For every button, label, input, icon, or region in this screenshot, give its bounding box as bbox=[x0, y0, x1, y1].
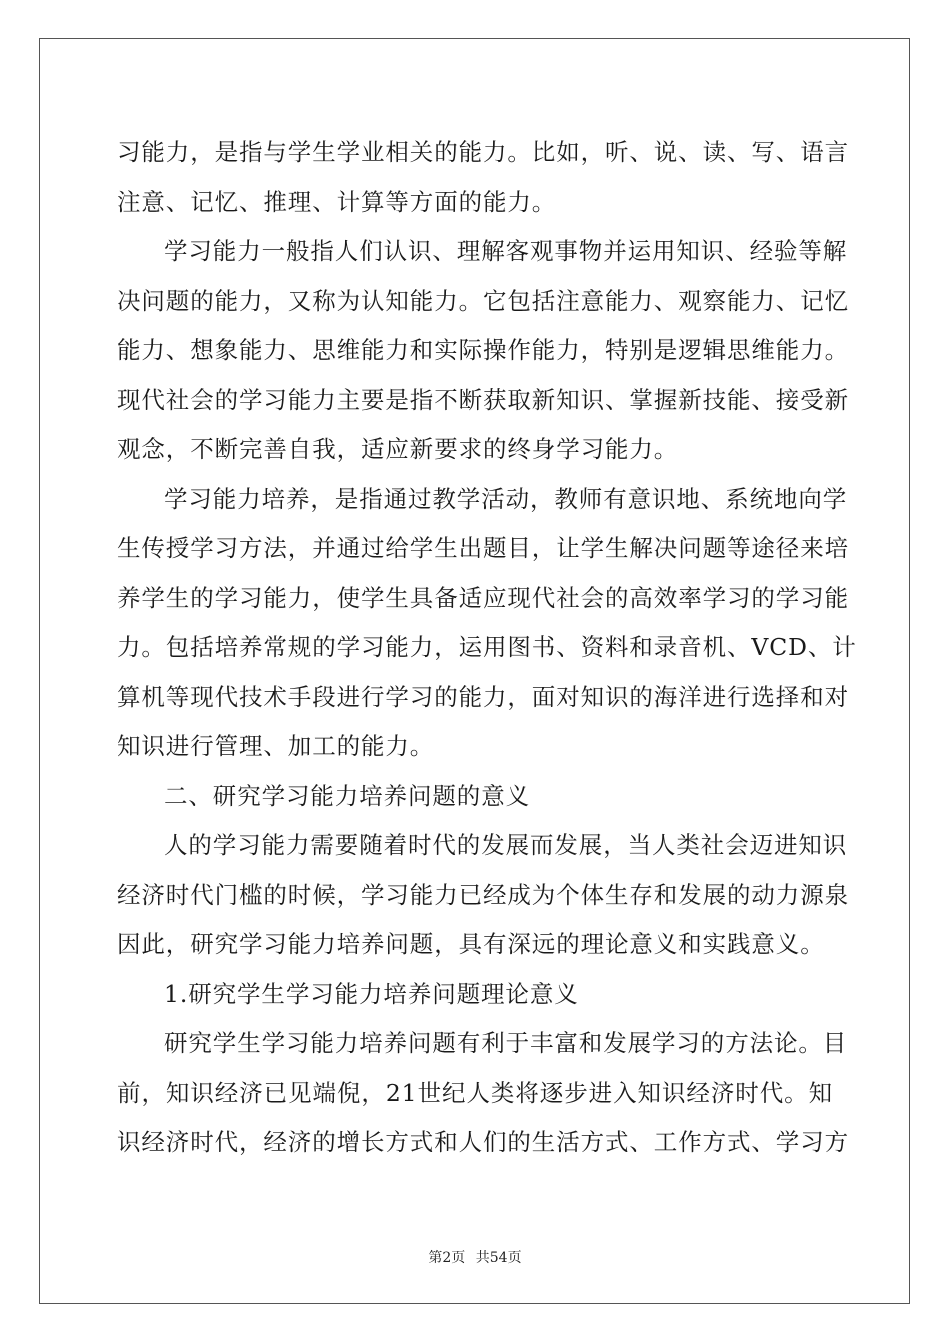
document-body bbox=[117, 128, 857, 1168]
text-line: 能力、想象能力、思维能力和实际操作能力，特别是逻辑思维能力。 bbox=[117, 336, 849, 364]
text-line: 习能力，是指与学生学业相关的能力。比如，听、说、读、写、语言 bbox=[117, 138, 849, 166]
text-line: 知识进行管理、加工的能力。 bbox=[117, 732, 435, 760]
text-line: 人的学习能力需要随着时代的发展而发展，当人类社会迈进知识 bbox=[164, 831, 848, 859]
text-line: 注意、记忆、推理、计算等方面的能力。 bbox=[117, 187, 557, 216]
text-line: 研究学生学习能力培养问题有利于丰富和发展学习的方法论。目 bbox=[164, 1029, 848, 1057]
text-line: 学习能力一般指人们认识、理解客观事物并运用知识、经验等解 bbox=[164, 237, 848, 265]
text-line: 经济时代门槛的时候，学习能力已经成为个体生存和发展的动力源泉 bbox=[117, 880, 849, 909]
page-footer bbox=[0, 1247, 950, 1267]
text-line: 决问题的能力，又称为认知能力。它包括注意能力、观察能力、记忆 bbox=[117, 286, 849, 315]
text-line: 现代社会的学习能力主要是指不断获取新知识、掌握新技能、接受新 bbox=[117, 385, 849, 414]
text-line: 力。包括培养常规的学习能力，运用图书、资料和录音机、VCD、计 bbox=[117, 633, 857, 661]
text-line: 学习能力培养，是指通过教学活动，教师有意识地、系统地向学 bbox=[164, 484, 848, 513]
text-line: 算机等现代技术手段进行学习的能力，面对知识的海洋进行选择和对 bbox=[117, 682, 849, 711]
page-number: 第2页 bbox=[428, 1250, 466, 1266]
text-line: 养学生的学习能力，使学生具备适应现代社会的高效率学习的学习能 bbox=[117, 583, 849, 612]
text-line: 识经济时代，经济的增长方式和人们的生活方式、工作方式、学习方 bbox=[117, 1128, 849, 1156]
page-total: 共54页 bbox=[475, 1250, 522, 1266]
text-line: 因此，研究学习能力培养问题，具有深远的理论意义和实践意义。 bbox=[117, 930, 825, 958]
text-line: 观念，不断完善自我，适应新要求的终身学习能力。 bbox=[117, 435, 679, 463]
text-line: 1.研究学生学习能力培养问题理论意义 bbox=[164, 979, 579, 1008]
text-line: 二、研究学习能力培养问题的意义 bbox=[164, 781, 530, 810]
text-line: 前，知识经济已见端倪，21世纪人类将逐步进入知识经济时代。知 bbox=[117, 1078, 833, 1107]
text-line: 生传授学习方法，并通过给学生出题目，让学生解决问题等途径来培 bbox=[117, 534, 849, 562]
